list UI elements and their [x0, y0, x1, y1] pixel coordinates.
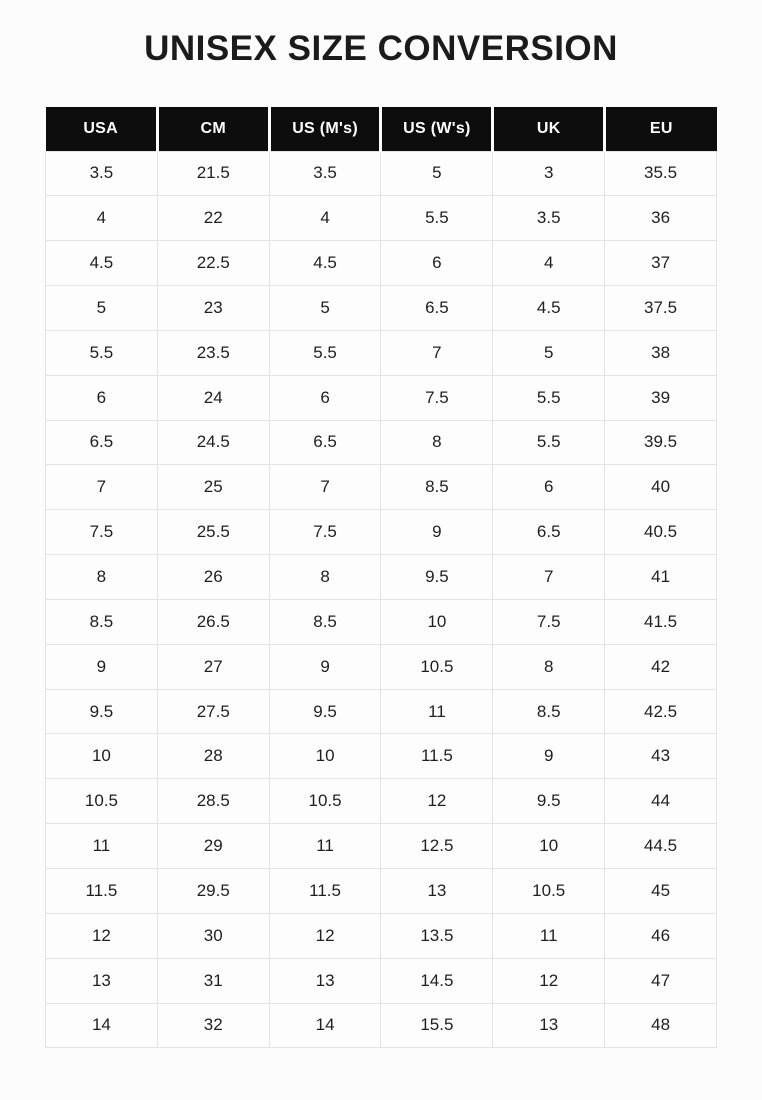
size-cell: 11.5	[269, 869, 381, 914]
size-table-header	[46, 107, 717, 151]
column-header-us-womens: US (W's)	[381, 107, 493, 151]
column-header-uk: UK	[493, 107, 605, 151]
table-row	[46, 420, 717, 465]
table-row	[46, 734, 717, 779]
size-cell: 23	[157, 286, 269, 331]
size-cell: 11	[493, 913, 605, 958]
size-cell: 39	[605, 375, 717, 420]
size-cell: 5.5	[269, 330, 381, 375]
size-cell: 10.5	[381, 644, 493, 689]
size-cell: 47	[605, 958, 717, 1003]
size-cell: 25	[157, 465, 269, 510]
size-cell: 35.5	[605, 151, 717, 196]
size-cell: 39.5	[605, 420, 717, 465]
size-cell: 8	[493, 644, 605, 689]
size-cell: 31	[157, 958, 269, 1003]
size-cell: 22.5	[157, 241, 269, 286]
size-cell: 5	[493, 330, 605, 375]
table-row	[46, 330, 717, 375]
size-cell: 6	[381, 241, 493, 286]
size-cell: 14.5	[381, 958, 493, 1003]
table-row	[46, 644, 717, 689]
column-header-us-mens: US (M's)	[269, 107, 381, 151]
size-cell: 9.5	[269, 689, 381, 734]
size-cell: 4	[493, 241, 605, 286]
size-cell: 24.5	[157, 420, 269, 465]
size-cell: 6.5	[46, 420, 158, 465]
table-row	[46, 510, 717, 555]
size-cell: 7.5	[381, 375, 493, 420]
size-cell: 10.5	[493, 869, 605, 914]
size-cell: 8.5	[269, 599, 381, 644]
size-cell: 27.5	[157, 689, 269, 734]
size-cell: 8	[269, 555, 381, 600]
size-cell: 11.5	[381, 734, 493, 779]
size-cell: 46	[605, 913, 717, 958]
size-cell: 5.5	[381, 196, 493, 241]
size-cell: 4.5	[493, 286, 605, 331]
size-cell: 9	[381, 510, 493, 555]
size-cell: 42.5	[605, 689, 717, 734]
size-cell: 10	[269, 734, 381, 779]
size-cell: 12	[381, 779, 493, 824]
size-cell: 36	[605, 196, 717, 241]
size-cell: 12	[46, 913, 158, 958]
table-row	[46, 958, 717, 1003]
table-row	[46, 465, 717, 510]
size-cell: 10	[46, 734, 158, 779]
size-cell: 11.5	[46, 869, 158, 914]
size-cell: 5.5	[46, 330, 158, 375]
size-cell: 7.5	[269, 510, 381, 555]
size-cell: 41.5	[605, 599, 717, 644]
size-cell: 32	[157, 1003, 269, 1048]
size-cell: 41	[605, 555, 717, 600]
size-cell: 9.5	[493, 779, 605, 824]
size-cell: 3.5	[269, 151, 381, 196]
size-cell: 13.5	[381, 913, 493, 958]
page-title: UNISEX SIZE CONVERSION	[144, 29, 618, 68]
size-cell: 28.5	[157, 779, 269, 824]
size-cell: 12	[493, 958, 605, 1003]
size-cell: 7.5	[493, 599, 605, 644]
size-table-body	[46, 151, 717, 1048]
size-cell: 4.5	[46, 241, 158, 286]
size-cell: 11	[46, 824, 158, 869]
size-cell: 28	[157, 734, 269, 779]
size-cell: 7	[269, 465, 381, 510]
table-row	[46, 286, 717, 331]
table-row	[46, 824, 717, 869]
size-cell: 3.5	[493, 196, 605, 241]
table-row	[46, 1003, 717, 1048]
size-cell: 9	[493, 734, 605, 779]
size-cell: 5.5	[493, 375, 605, 420]
size-cell: 10	[493, 824, 605, 869]
size-cell: 7	[381, 330, 493, 375]
size-cell: 8	[46, 555, 158, 600]
size-cell: 3	[493, 151, 605, 196]
size-cell: 25.5	[157, 510, 269, 555]
size-cell: 26.5	[157, 599, 269, 644]
size-cell: 7	[493, 555, 605, 600]
size-cell: 7	[46, 465, 158, 510]
size-cell: 3.5	[46, 151, 158, 196]
size-cell: 44	[605, 779, 717, 824]
size-cell: 5	[46, 286, 158, 331]
column-header-eu: EU	[605, 107, 717, 151]
size-cell: 6.5	[493, 510, 605, 555]
size-cell: 48	[605, 1003, 717, 1048]
size-conversion-table	[45, 107, 717, 1048]
size-cell: 40	[605, 465, 717, 510]
size-cell: 8.5	[46, 599, 158, 644]
size-cell: 37.5	[605, 286, 717, 331]
size-cell: 9	[46, 644, 158, 689]
size-cell: 7.5	[46, 510, 158, 555]
size-cell: 27	[157, 644, 269, 689]
size-cell: 5	[269, 286, 381, 331]
size-cell: 14	[46, 1003, 158, 1048]
size-cell: 40.5	[605, 510, 717, 555]
size-cell: 13	[269, 958, 381, 1003]
size-cell: 24	[157, 375, 269, 420]
size-cell: 23.5	[157, 330, 269, 375]
size-cell: 12.5	[381, 824, 493, 869]
size-cell: 10.5	[269, 779, 381, 824]
size-cell: 22	[157, 196, 269, 241]
size-cell: 8.5	[493, 689, 605, 734]
table-row	[46, 599, 717, 644]
size-cell: 4	[269, 196, 381, 241]
size-cell: 38	[605, 330, 717, 375]
table-row	[46, 555, 717, 600]
size-cell: 37	[605, 241, 717, 286]
size-cell: 13	[381, 869, 493, 914]
header-row	[46, 107, 717, 151]
size-cell: 4.5	[269, 241, 381, 286]
table-row	[46, 869, 717, 914]
size-cell: 26	[157, 555, 269, 600]
size-cell: 8	[381, 420, 493, 465]
size-cell: 9.5	[381, 555, 493, 600]
column-header-cm: CM	[157, 107, 269, 151]
size-cell: 4	[46, 196, 158, 241]
size-cell: 9	[269, 644, 381, 689]
table-row	[46, 779, 717, 824]
size-cell: 6	[269, 375, 381, 420]
size-cell: 6.5	[269, 420, 381, 465]
size-cell: 30	[157, 913, 269, 958]
table-row	[46, 151, 717, 196]
size-cell: 13	[493, 1003, 605, 1048]
size-cell: 29.5	[157, 869, 269, 914]
size-cell: 11	[381, 689, 493, 734]
size-cell: 44.5	[605, 824, 717, 869]
size-cell: 42	[605, 644, 717, 689]
size-cell: 43	[605, 734, 717, 779]
size-cell: 21.5	[157, 151, 269, 196]
table-row	[46, 375, 717, 420]
size-cell: 5.5	[493, 420, 605, 465]
size-cell: 6	[46, 375, 158, 420]
table-row	[46, 241, 717, 286]
size-cell: 13	[46, 958, 158, 1003]
size-cell: 12	[269, 913, 381, 958]
size-cell: 11	[269, 824, 381, 869]
size-cell: 5	[381, 151, 493, 196]
table-row	[46, 913, 717, 958]
size-cell: 6	[493, 465, 605, 510]
size-cell: 10	[381, 599, 493, 644]
size-cell: 6.5	[381, 286, 493, 331]
size-cell: 45	[605, 869, 717, 914]
table-row	[46, 689, 717, 734]
size-cell: 8.5	[381, 465, 493, 510]
size-cell: 14	[269, 1003, 381, 1048]
column-header-usa: USA	[46, 107, 158, 151]
size-cell: 10.5	[46, 779, 158, 824]
size-cell: 15.5	[381, 1003, 493, 1048]
size-cell: 9.5	[46, 689, 158, 734]
table-row	[46, 196, 717, 241]
size-cell: 29	[157, 824, 269, 869]
